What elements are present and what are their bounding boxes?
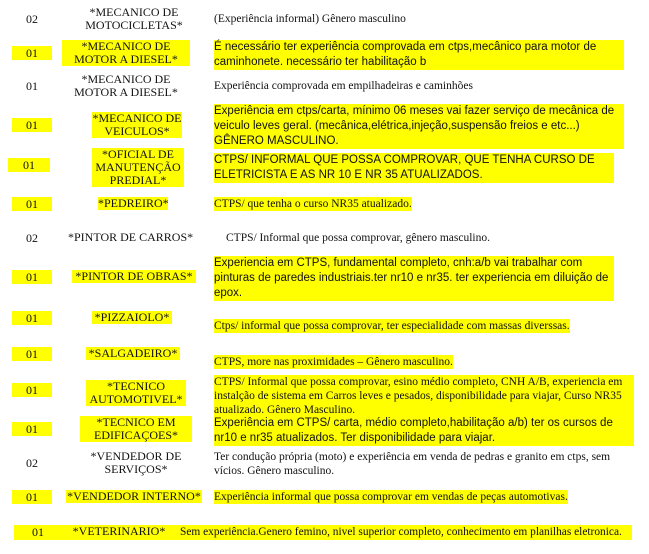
- description-cell: Experiência em ctps/carta, mínimo 06 meses vai fazer serviço de mecânica de veiculo leves geral. (mecânica,elétrica,injeção,suspensão freios e etc...) GÊNERO MASCULINO.: [214, 104, 624, 149]
- quantity-cell: 01: [12, 347, 52, 361]
- quantity-cell: 02: [26, 231, 38, 245]
- description-cell: CTPS/ que tenha o curso NR35 atualizado.: [214, 198, 412, 210]
- job-title-cell: *VENDEDOR DE SERVIÇOS*: [90, 449, 182, 476]
- job-title-cell: *PEDREIRO*: [98, 196, 169, 210]
- quantity-cell: 01: [12, 118, 52, 132]
- job-title-cell: *MECANICO DE MOTOCICLETAS*: [85, 5, 183, 32]
- description-cell: Experiência comprovada em empilhadeiras e caminhões: [214, 80, 473, 92]
- quantity-cell: 01: [12, 270, 52, 284]
- description-cell: CTPS/ Informal que possa comprovar, gênero masculino.: [226, 232, 490, 244]
- job-title-cell: *PINTOR DE OBRAS*: [72, 270, 196, 283]
- job-title-cell: *MECANICO DE MOTOR A DIESEL*: [74, 72, 178, 99]
- job-title-cell: *PIZZAIOLO*: [92, 311, 172, 324]
- quantity-cell: 01: [12, 490, 52, 504]
- job-title-cell: *MECANICO DE VEICULOS*: [92, 111, 182, 138]
- quantity-cell: 01: [32, 525, 44, 539]
- job-title-cell: *TECNICO AUTOMOTIVEL*: [86, 380, 186, 406]
- description-cell: Experiência em CTPS/ carta, médio completo,habilitação a/b) ter os cursos de nr10 e nr35 atualizados. Ter disponibilidade para viajar.: [214, 416, 634, 446]
- description-cell: É necessário ter experiência comprovada em ctps,mecânico para motor de caminhonete. necessário ter habilitação b: [214, 40, 624, 70]
- description-cell: CTPS/ INFORMAL QUE POSSA COMPROVAR, QUE TENHA CURSO DE ELETRICISTA E AS NR 10 E NR 35 ATUALIZADOS.: [214, 153, 614, 183]
- description-cell: CTPS, more nas proximidades – Gênero masculino.: [214, 356, 453, 368]
- job-title-cell: *TECNICO EM EDIFICAÇOES*: [80, 416, 192, 442]
- job-title-cell: *PINTOR DE CARROS*: [68, 230, 194, 244]
- description-cell: Sem experiência.Genero femino, nivel superior completo, conhecimento em planilhas eletronica.: [180, 526, 622, 538]
- quantity-cell: 01: [12, 383, 52, 397]
- job-title-cell: *OFICIAL DE MANUTENÇÃO PREDIAL*: [92, 148, 184, 187]
- job-title-cell: *VENDEDOR INTERNO*: [67, 489, 201, 503]
- quantity-cell: 01: [12, 197, 52, 211]
- quantity-cell: 02: [26, 12, 38, 26]
- quantity-cell: 01: [8, 158, 50, 172]
- quantity-cell: 01: [12, 422, 52, 436]
- description-cell: Ctps/ informal que possa comprovar, ter especialidade com massas diverssas.: [214, 320, 570, 332]
- quantity-cell: 02: [26, 456, 38, 470]
- description-cell: Ter condução própria (moto) e experiência em venda de pedras e granito em ctps, sem vícios. Gênero masculino.: [214, 451, 611, 477]
- quantity-cell: 01: [12, 46, 52, 60]
- job-title-cell: *SALGADEIRO*: [86, 347, 180, 360]
- description-cell: CTPS/ Informal que possa comprovar, esino médio completo, CNH A/B, experiencia em instalção de sistema em Carros leves e pesados, disponibilidade para viajar, Curso NR35 atualizado. Gênero Masculino.: [214, 375, 634, 417]
- job-title-cell: *VETERINARIO*: [72, 524, 166, 538]
- description-cell: Experiencia em CTPS, fundamental completo, cnh:a/b vai trabalhar com pinturas de paredes industriais.ter nr10 e nr35. ter experiencia em diluição de epox.: [214, 256, 614, 301]
- job-title-cell: *MECANICO DE MOTOR A DIESEL*: [62, 40, 190, 66]
- description-cell: (Experiência informal) Gênero masculino: [214, 13, 406, 25]
- quantity-cell: 01: [26, 79, 38, 93]
- quantity-cell: 01: [12, 311, 52, 325]
- description-cell: Experiência informal que possa comprovar em vendas de peças automotivas.: [214, 491, 568, 503]
